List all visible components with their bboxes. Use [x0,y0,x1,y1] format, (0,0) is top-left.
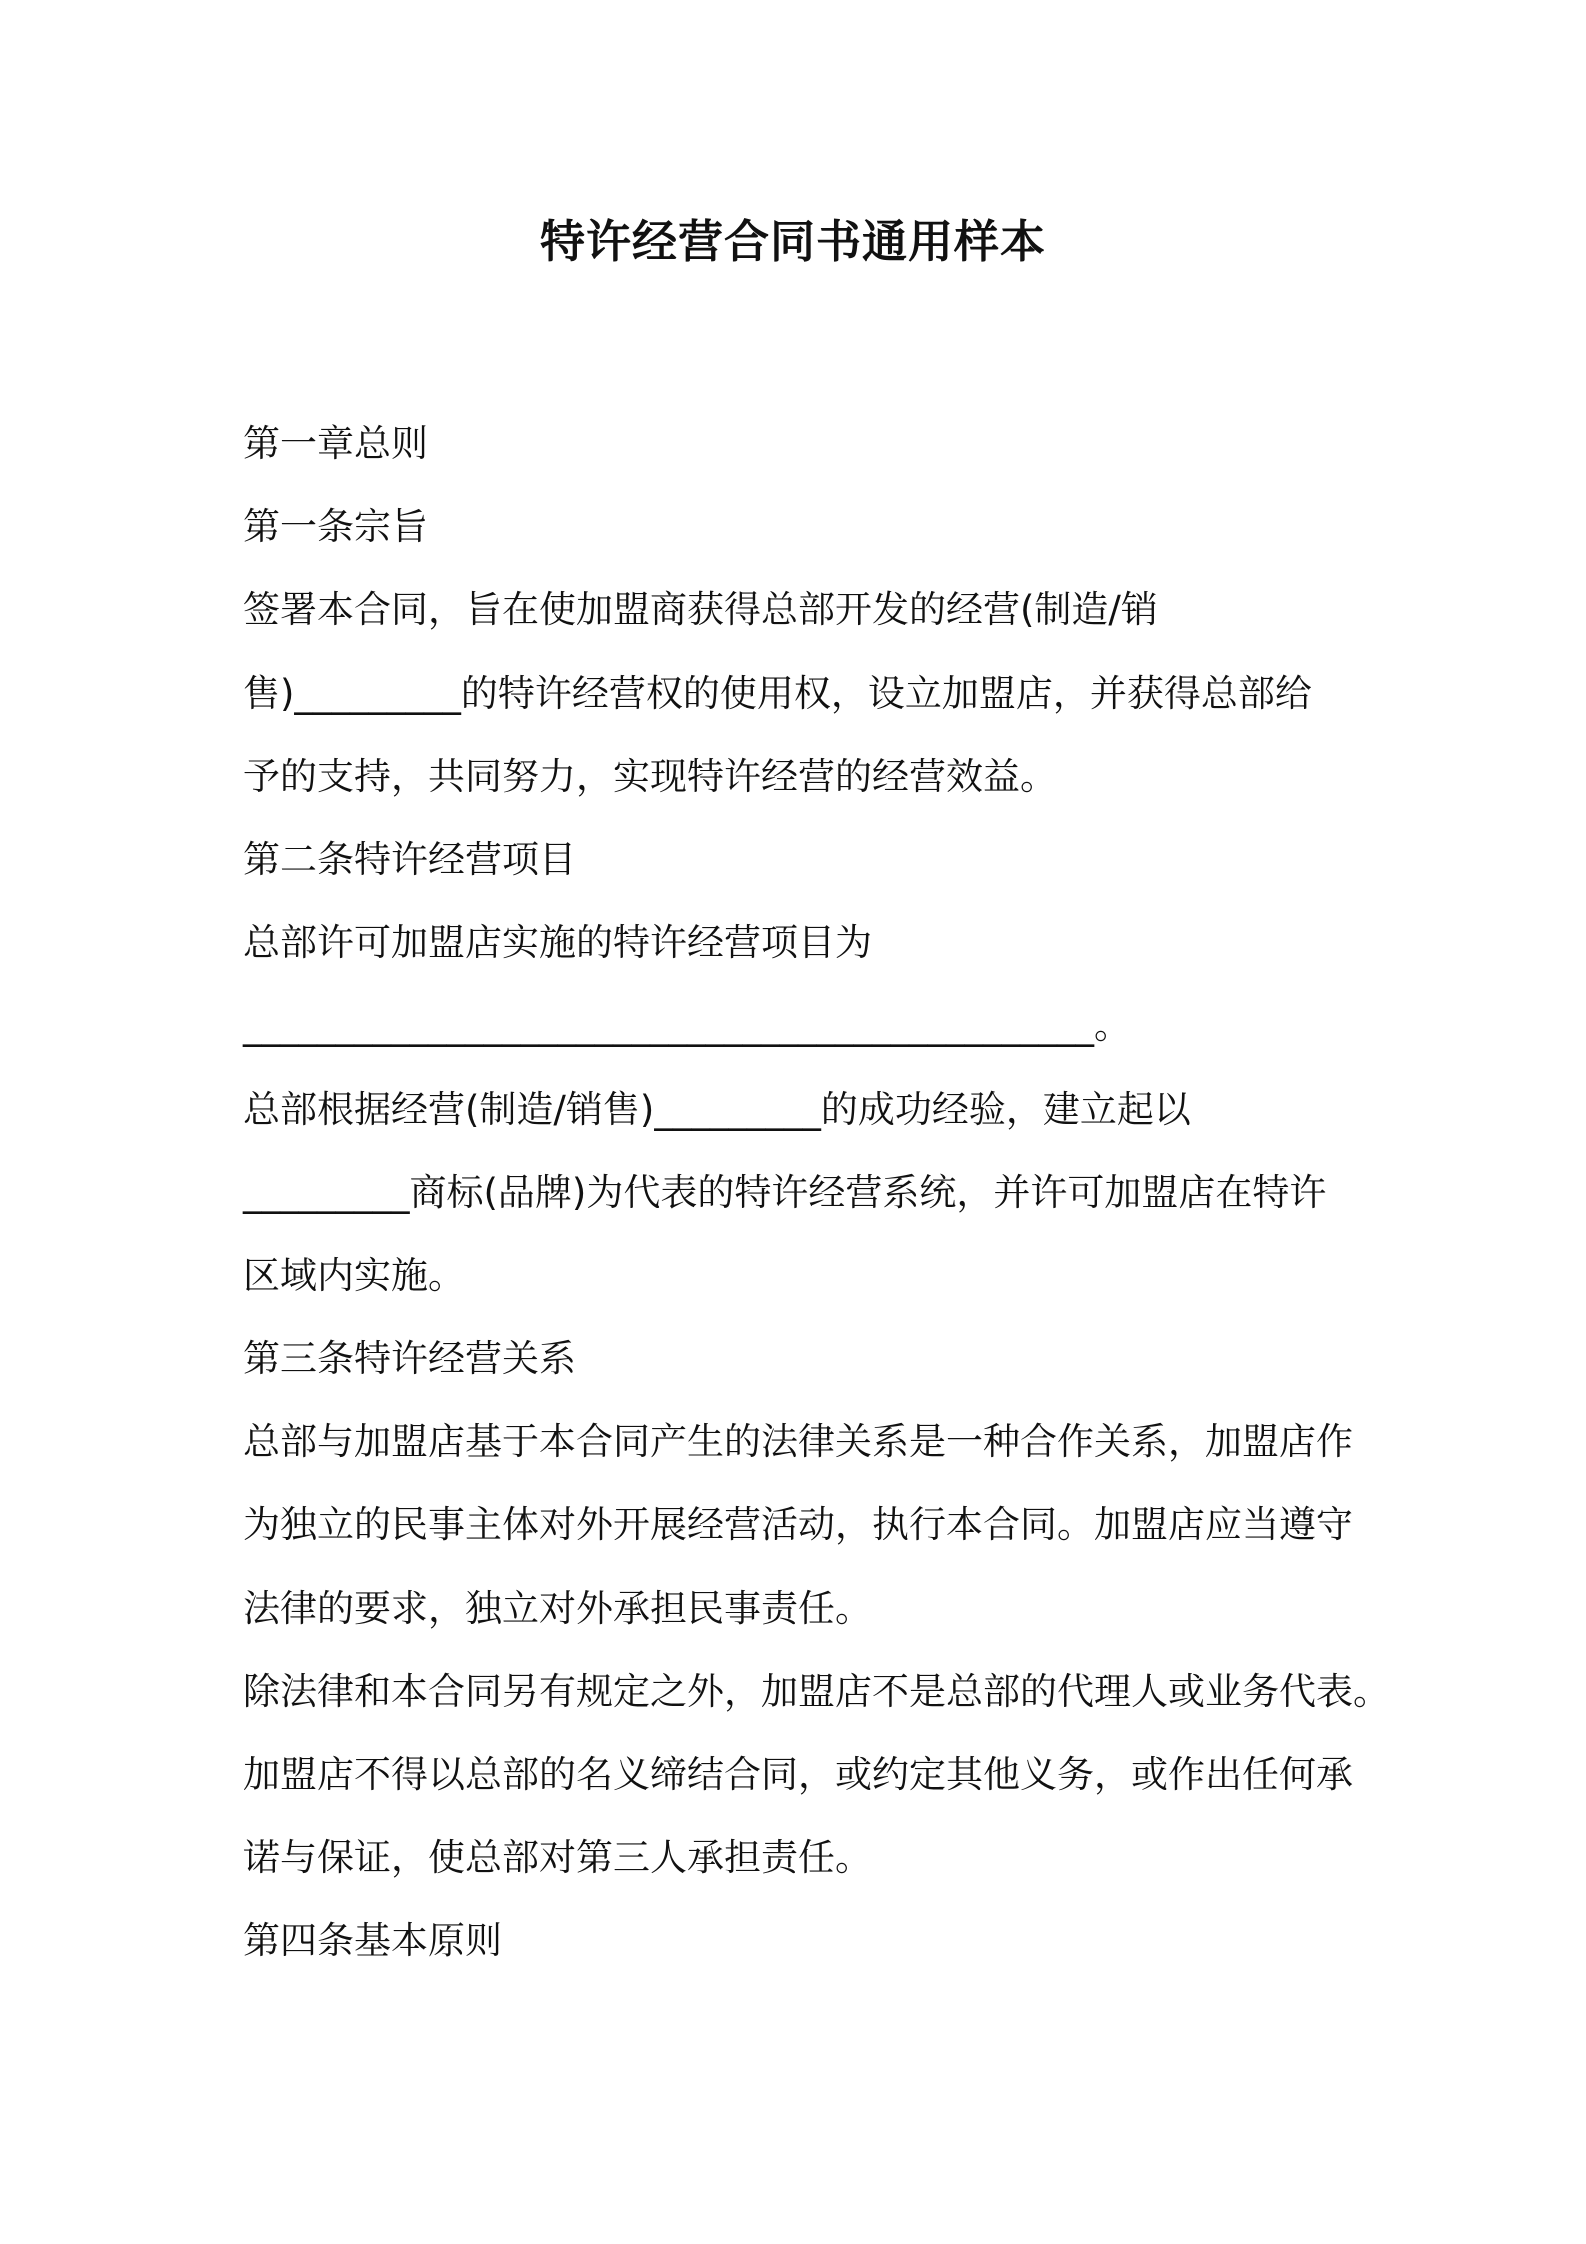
paragraph-line: 法律的要求，独立对外承担民事责任。 [243,1586,872,1630]
paragraph-line: _________商标(品牌)为代表的特许经营系统，并许可加盟店在特许 [243,1170,1327,1214]
paragraph-line: 区域内实施。 [243,1253,465,1297]
chapter-heading: 第一章总则 [243,422,428,465]
paragraph-line: 总部与加盟店基于本合同产生的法律关系是一种合作关系，加盟店作 [243,1420,1353,1464]
paragraph-line: 总部许可加盟店实施的特许经营项目为 [243,921,872,965]
document-title: 特许经营合同书通用样本 [539,215,1046,268]
paragraph-line: 总部根据经营(制造/销售)_________的成功经验，建立起以 [243,1087,1191,1131]
article-heading: 第三条特许经营关系 [243,1337,576,1381]
blank-fill-line: ______________________________________________。 [243,1004,1131,1048]
paragraph-line: 售)_________的特许经营权的使用权，设立加盟店，并获得总部给 [243,671,1312,715]
article-heading: 第一条宗旨 [243,505,428,549]
paragraph-line: 诺与保证，使总部对第三人承担责任。 [243,1836,872,1880]
paragraph-line: 为独立的民事主体对外开展经营活动，执行本合同。加盟店应当遵守 [243,1503,1353,1547]
paragraph-line: 签署本合同，旨在使加盟商获得总部开发的经营(制造/销 [243,588,1158,632]
document-body [243,402,1390,1983]
paragraph-line: 除法律和本合同另有规定之外，加盟店不是总部的代理人或业务代表。 [243,1669,1390,1713]
paragraph-line: 加盟店不得以总部的名义缔结合同，或约定其他义务，或作出任何承 [243,1753,1353,1796]
article-heading: 第二条特许经营项目 [243,837,576,881]
article-heading: 第四条基本原则 [243,1919,502,1963]
paragraph-line: 予的支持，共同努力，实现特许经营的经营效益。 [243,754,1057,798]
